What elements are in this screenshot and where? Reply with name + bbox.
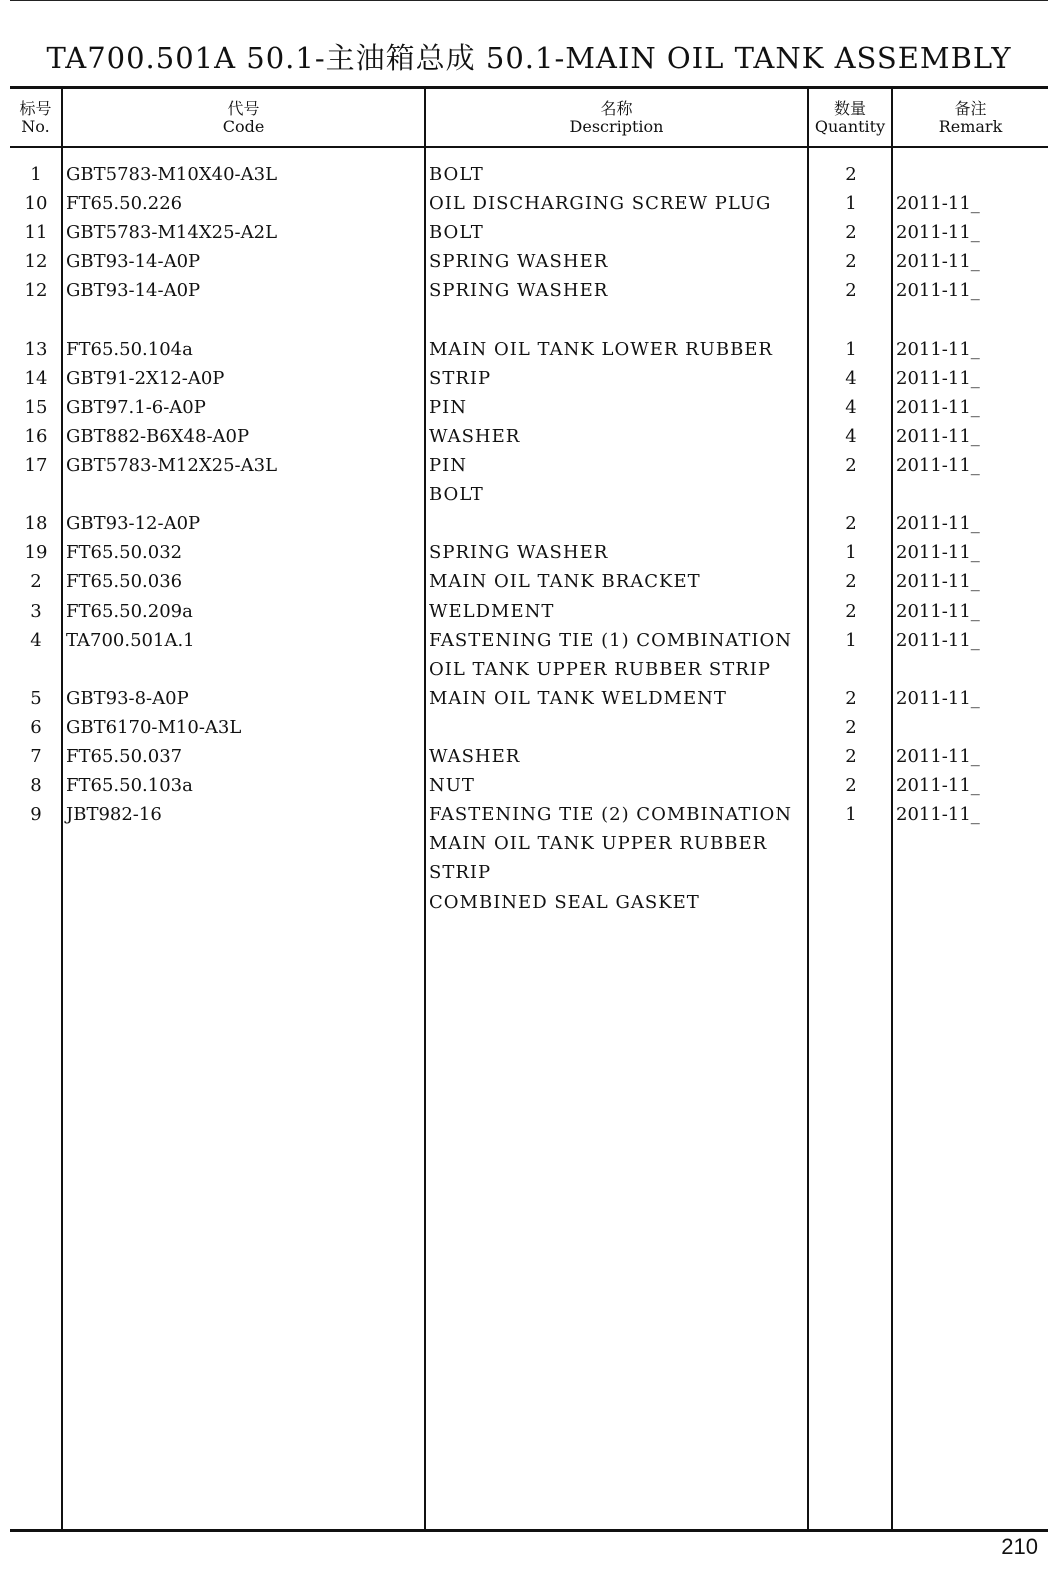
row-number: 17 — [24, 455, 48, 476]
top-border — [10, 0, 1048, 1]
table-row — [10, 393, 1048, 422]
part-code: GBT93-8-A0P — [66, 687, 189, 709]
part-remark: 2011-11_ — [896, 542, 980, 564]
part-code: GBT91-2X12-A0P — [66, 367, 225, 389]
part-quantity: 2 — [845, 687, 857, 709]
part-code: GBT93-14-A0P — [66, 280, 201, 302]
part-description: BOLT — [429, 484, 484, 506]
part-description: WELDMENT — [429, 600, 555, 622]
table-row — [10, 189, 1048, 218]
part-code: FT65.50.103a — [66, 775, 193, 797]
table-row — [10, 567, 1048, 596]
part-description: MAIN OIL TANK BRACKET — [429, 571, 701, 593]
row-number: 7 — [30, 746, 42, 767]
row-number: 10 — [24, 193, 48, 215]
part-quantity: 1 — [845, 542, 857, 564]
table-row — [10, 247, 1048, 276]
table-row — [10, 451, 1048, 480]
header-no-cn: 标号 — [19, 99, 52, 118]
part-quantity: 2 — [845, 746, 857, 767]
table-row — [10, 538, 1048, 567]
table-row — [10, 160, 1048, 189]
table-row — [10, 829, 1048, 858]
table-row — [10, 655, 1048, 684]
part-quantity: 1 — [845, 629, 857, 651]
part-quantity: 2 — [845, 251, 857, 273]
part-description: COMBINED SEAL GASKET — [429, 891, 700, 913]
part-remark: 2011-11_ — [896, 513, 980, 535]
header-remark-cn: 备注 — [954, 99, 987, 118]
table-row — [10, 858, 1048, 887]
part-code: GBT97.1-6-A0P — [66, 396, 206, 418]
part-quantity: 1 — [845, 338, 857, 360]
part-code: GBT882-B6X48-A0P — [66, 425, 250, 447]
part-code: GBT5783-M10X40-A3L — [66, 164, 278, 185]
page-number: 210 — [1001, 1534, 1038, 1559]
table-row — [10, 771, 1048, 800]
part-quantity: 2 — [845, 455, 857, 476]
part-quantity: 1 — [845, 804, 857, 826]
part-code: TA700.501A.1 — [66, 629, 195, 651]
part-remark: 2011-11_ — [896, 396, 980, 418]
part-quantity: 2 — [845, 513, 857, 535]
part-description: SPRING WASHER — [429, 280, 609, 302]
part-description: STRIP — [429, 367, 492, 389]
row-number: 9 — [30, 804, 42, 826]
header-remark-en: Remark — [938, 117, 1003, 136]
table-row — [10, 306, 1048, 335]
part-quantity: 2 — [845, 164, 857, 185]
part-quantity: 2 — [845, 280, 857, 302]
part-quantity: 2 — [845, 571, 857, 593]
part-description: SPRING WASHER — [429, 251, 609, 273]
part-description: BOLT — [429, 164, 484, 185]
header-code-cn: 代号 — [227, 99, 260, 118]
part-code: JBT982-16 — [66, 804, 162, 826]
table-row — [10, 276, 1048, 305]
header-code-en: Code — [222, 117, 265, 136]
header-remark — [893, 100, 1048, 136]
header-qty-cn: 数量 — [833, 99, 866, 118]
header-code — [63, 100, 424, 136]
part-remark: 2011-11_ — [896, 222, 980, 244]
part-code: GBT93-12-A0P — [66, 513, 201, 535]
row-number: 14 — [24, 367, 48, 389]
part-description: PIN — [429, 396, 467, 418]
part-remark: 2011-11_ — [896, 571, 980, 593]
part-remark: 2011-11_ — [896, 687, 980, 709]
part-description: MAIN OIL TANK WELDMENT — [429, 687, 727, 709]
part-description: NUT — [429, 775, 475, 797]
table-row — [10, 684, 1048, 713]
part-description: FASTENING TIE (2) COMBINATION — [429, 804, 792, 826]
part-code: FT65.50.209a — [66, 600, 193, 622]
row-number: 15 — [24, 396, 48, 418]
part-code: FT65.50.032 — [66, 542, 183, 564]
header-quantity — [809, 100, 891, 136]
table-row — [10, 422, 1048, 451]
part-code: GBT6170-M10-A3L — [66, 716, 242, 738]
header-qty-en: Quantity — [814, 117, 886, 136]
table-row — [10, 335, 1048, 364]
header-no — [10, 100, 61, 136]
part-code: FT65.50.104a — [66, 338, 193, 360]
page-title: TA700.501A 50.1-主油箱总成 50.1-MAIN OIL TANK ASSEMBLY — [46, 41, 1012, 75]
row-number: 19 — [24, 542, 48, 564]
part-code: FT65.50.037 — [66, 746, 183, 767]
part-remark: 2011-11_ — [896, 193, 980, 215]
part-quantity: 2 — [845, 716, 857, 738]
part-quantity: 1 — [845, 193, 857, 215]
part-code: FT65.50.226 — [66, 193, 183, 215]
row-number: 3 — [30, 600, 42, 622]
row-number: 12 — [24, 280, 48, 302]
table-row — [10, 509, 1048, 538]
table-row — [10, 597, 1048, 626]
part-code: FT65.50.036 — [66, 571, 183, 593]
row-number: 2 — [30, 571, 42, 593]
part-remark: 2011-11_ — [896, 804, 980, 826]
row-number: 1 — [30, 164, 42, 185]
part-description: OIL TANK UPPER RUBBER STRIP — [429, 658, 771, 680]
part-description: WASHER — [429, 425, 521, 447]
part-quantity: 2 — [845, 222, 857, 244]
row-number: 11 — [24, 222, 48, 244]
part-remark: 2011-11_ — [896, 629, 980, 651]
row-number: 13 — [24, 338, 48, 360]
table-row — [10, 218, 1048, 247]
part-description: MAIN OIL TANK LOWER RUBBER — [429, 338, 773, 360]
part-description: OIL DISCHARGING SCREW PLUG — [429, 193, 772, 215]
part-description: STRIP — [429, 862, 492, 884]
part-remark: 2011-11_ — [896, 746, 980, 767]
part-description: BOLT — [429, 222, 484, 244]
part-description: WASHER — [429, 746, 521, 767]
table-row — [10, 888, 1048, 917]
table-row — [10, 626, 1048, 655]
part-code: GBT5783-M14X25-A2L — [66, 222, 278, 244]
table-row — [10, 364, 1048, 393]
part-remark: 2011-11_ — [896, 280, 980, 302]
row-number: 4 — [30, 629, 42, 651]
table-row — [10, 800, 1048, 829]
header-no-en: No. — [21, 117, 50, 136]
row-number: 16 — [24, 425, 48, 447]
part-remark: 2011-11_ — [896, 775, 980, 797]
row-number: 5 — [30, 687, 42, 709]
part-remark: 2011-11_ — [896, 455, 980, 476]
part-quantity: 4 — [845, 367, 857, 389]
part-code: GBT93-14-A0P — [66, 251, 201, 273]
part-remark: 2011-11_ — [896, 367, 980, 389]
part-remark: 2011-11_ — [896, 338, 980, 360]
table-row — [10, 742, 1048, 771]
table-row — [10, 480, 1048, 509]
header-desc-cn: 名称 — [600, 99, 633, 118]
part-quantity: 4 — [845, 396, 857, 418]
part-description: MAIN OIL TANK UPPER RUBBER — [429, 833, 768, 855]
part-remark: 2011-11_ — [896, 600, 980, 622]
row-number: 18 — [24, 513, 48, 535]
part-quantity: 4 — [845, 425, 857, 447]
part-code: GBT5783-M12X25-A3L — [66, 455, 278, 476]
part-remark: 2011-11_ — [896, 425, 980, 447]
header-desc-en: Description — [569, 117, 664, 136]
row-number: 12 — [24, 251, 48, 273]
table-row — [10, 713, 1048, 742]
part-description: SPRING WASHER — [429, 542, 609, 564]
part-remark: 2011-11_ — [896, 251, 980, 273]
row-number: 8 — [30, 775, 42, 797]
row-number: 6 — [30, 716, 42, 738]
part-description: FASTENING TIE (1) COMBINATION — [429, 629, 792, 651]
part-description: PIN — [429, 455, 467, 476]
header-description — [426, 100, 807, 136]
part-quantity: 2 — [845, 600, 857, 622]
part-quantity: 2 — [845, 775, 857, 797]
